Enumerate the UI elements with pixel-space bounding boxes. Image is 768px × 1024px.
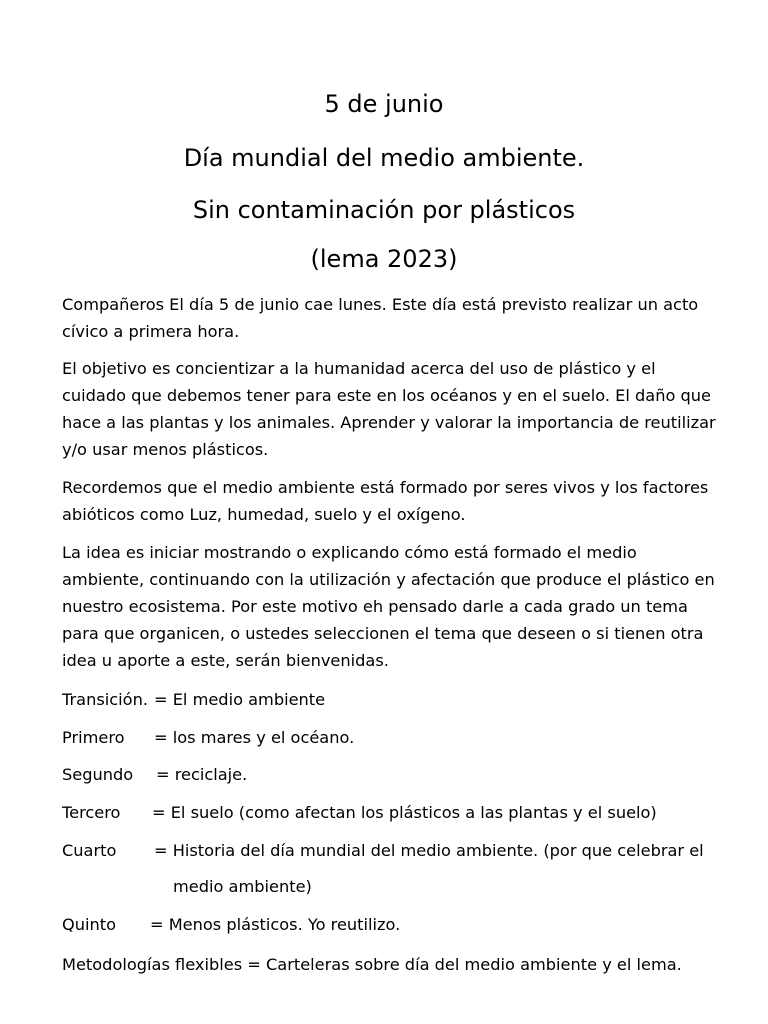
paragraph-idea: La idea es iniciar mostrando o explicando cómo está formado el medio ambiente, continuando con la utilización y afectación que produce el plástico en nuestro ecosistema. Por este motivo eh pensado darle a cada grado un tema para que organicen, o ustedes seleccionen el tema que deseen o si tienen otra idea u aporte a este, serán bienvenidas. xyxy=(62,543,715,670)
assignment-row xyxy=(62,761,248,788)
assignment-row xyxy=(62,837,704,864)
assignment-grade: Segundo xyxy=(62,765,134,784)
title-event: Día mundial del medio ambiente. xyxy=(183,144,585,172)
title-date: 5 de junio xyxy=(324,90,444,118)
assignment-row xyxy=(62,724,355,751)
assignment-topic: = Historia del día mundial del medio ambiente. (por que celebrar el xyxy=(154,841,704,860)
assignment-topic: = El suelo (como afectan los plásticos a las plantas y el suelo) xyxy=(152,803,657,822)
title-slogan: Sin contaminación por plásticos xyxy=(192,196,576,224)
assignment-grade: Tercero xyxy=(62,803,121,822)
methodologies-line: Metodologías flexibles = Carteleras sobre día del medio ambiente y el lema. xyxy=(62,955,682,974)
assignment-topic: = El medio ambiente xyxy=(154,690,326,709)
paragraph-intro: Compañeros El día 5 de junio cae lunes. Este día está previsto realizar un acto cívico a primera hora. xyxy=(62,295,699,341)
assignment-grade: Cuarto xyxy=(62,841,117,860)
assignment-topic: = Menos plásticos. Yo reutilizo. xyxy=(150,915,401,934)
assignment-topic-continuation: medio ambiente) xyxy=(173,877,312,896)
assignment-row xyxy=(62,911,401,938)
paragraph-objective: El objetivo es concientizar a la humanidad acerca del uso de plástico y el cuidado que debemos tener para este en los océanos y en el suelo. El daño que hace a las plantas y los animales. Aprender y valorar la importancia de reutilizar y/o usar menos plásticos. xyxy=(62,359,716,459)
title-slogan-note: (lema 2023) xyxy=(310,245,458,273)
assignment-topic: = reciclaje. xyxy=(156,765,248,784)
assignment-row xyxy=(62,799,657,826)
assignment-grade: Quinto xyxy=(62,915,117,934)
assignment-row xyxy=(62,686,326,713)
assignment-topic: = los mares y el océano. xyxy=(154,728,355,747)
assignment-grade: Transición. xyxy=(62,690,148,709)
paragraph-environment: Recordemos que el medio ambiente está formado por seres vivos y los factores abióticos como Luz, humedad, suelo y el oxígeno. xyxy=(62,478,709,524)
assignment-grade: Primero xyxy=(62,728,125,747)
